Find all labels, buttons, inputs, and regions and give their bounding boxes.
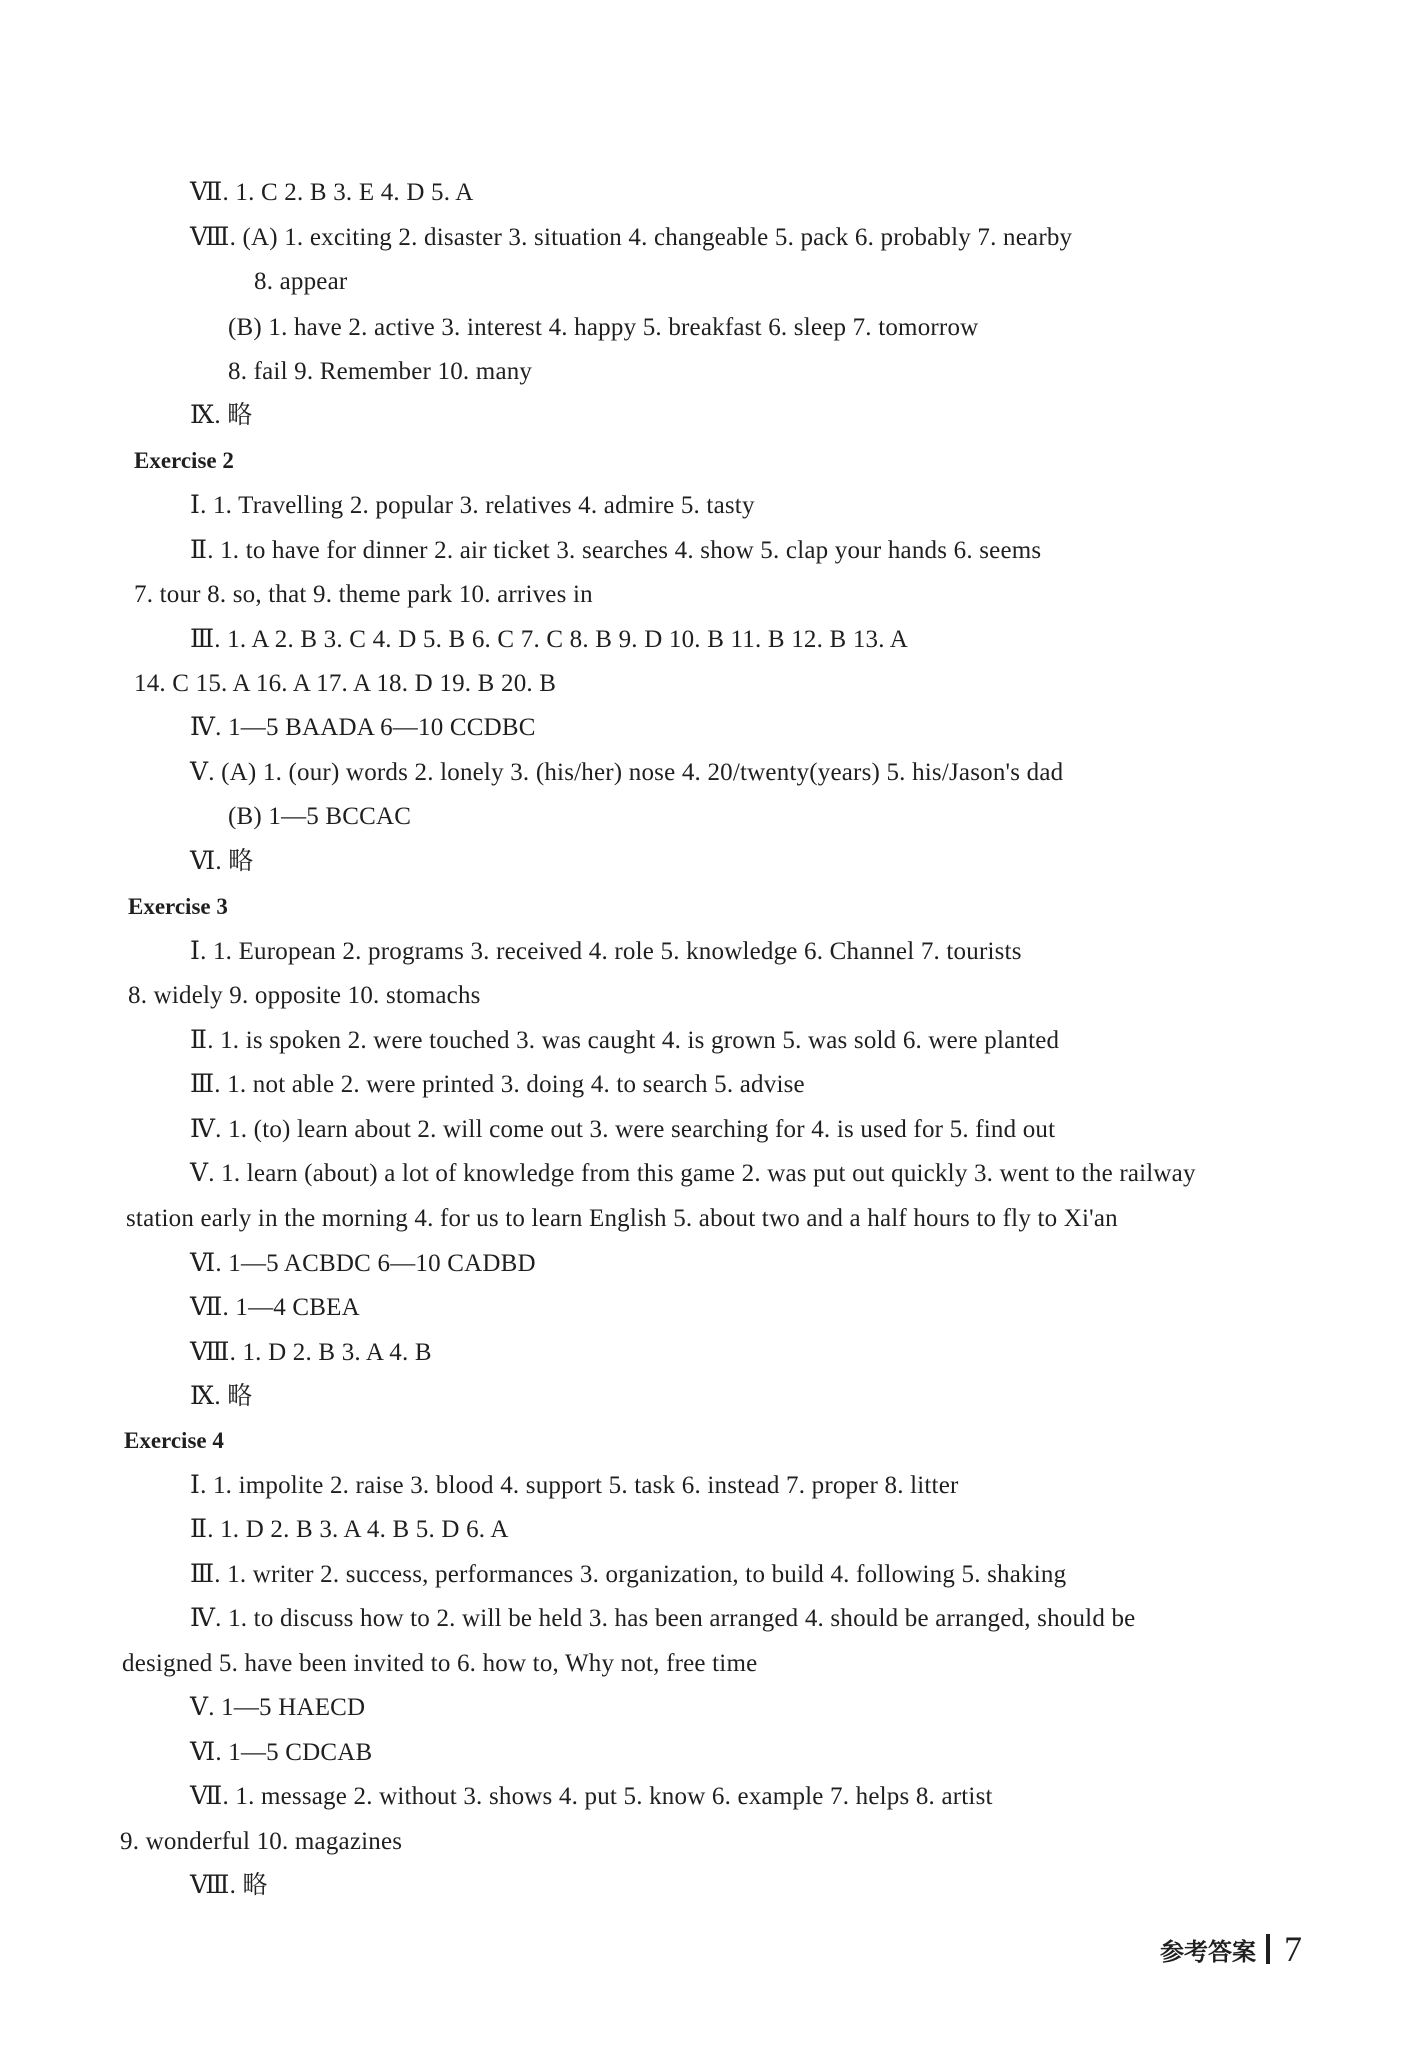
answer-line: designed 5. have been invited to 6. how to, Why not, free time [122, 1650, 758, 1677]
answer-line: Ⅴ. 1. learn (about) a lot of knowledge from this game 2. was put out quickly 3. went to the railway [190, 1160, 1196, 1187]
answer-line: (B) 1—5 BCCAC [228, 803, 412, 830]
answer-line: Ⅵ. 略 [190, 848, 254, 875]
answer-line: Ⅱ. 1. D 2. B 3. A 4. B 5. D 6. A [190, 1516, 509, 1543]
answer-line: Ⅱ. 1. to have for dinner 2. air ticket 3. searches 4. show 5. clap your hands 6. seems [190, 537, 1042, 564]
exercise-heading: Exercise 2 [134, 448, 234, 473]
answer-line: Ⅲ. 1. writer 2. success, performances 3. organization, to build 4. following 5. shaking [190, 1561, 1067, 1588]
answer-line: Ⅴ. (A) 1. (our) words 2. lonely 3. (his/her) nose 4. 20/twenty(years) 5. his/Jason's dad [190, 759, 1064, 786]
answer-line: 8. fail 9. Remember 10. many [228, 358, 533, 385]
answer-line: Ⅶ. 1. C 2. B 3. E 4. D 5. A [190, 179, 474, 206]
page-number: 7 [1284, 1929, 1302, 1969]
answer-line: (B) 1. have 2. active 3. interest 4. happy 5. breakfast 6. sleep 7. tomorrow [228, 314, 979, 341]
answer-line: 8. widely 9. opposite 10. stomachs [128, 982, 481, 1009]
answer-line: Ⅶ. 1—4 CBEA [190, 1294, 360, 1321]
answer-line: Ⅳ. 1. (to) learn about 2. will come out 3. were searching for 4. is used for 5. find out [190, 1116, 1056, 1143]
answer-line: Ⅰ. 1. impolite 2. raise 3. blood 4. support 5. task 6. instead 7. proper 8. litter [190, 1472, 959, 1499]
answer-line: Ⅸ. 略 [190, 402, 253, 429]
footer-divider [1266, 1934, 1270, 1964]
answer-line: 14. C 15. A 16. A 17. A 18. D 19. B 20. B [134, 670, 557, 697]
answer-line: Ⅱ. 1. is spoken 2. were touched 3. was caught 4. is grown 5. was sold 6. were planted [190, 1027, 1060, 1054]
exercise-heading: Exercise 4 [124, 1428, 224, 1453]
footer-label: 参考答案 [1160, 1937, 1256, 1966]
answer-line: 9. wonderful 10. magazines [120, 1828, 403, 1855]
answer-line: Ⅸ. 略 [190, 1383, 253, 1410]
answer-line: 8. appear [254, 268, 348, 295]
answer-line: 7. tour 8. so, that 9. theme park 10. arrives in [134, 581, 593, 608]
answer-line: Ⅳ. 1. to discuss how to 2. will be held 3. has been arranged 4. should be arranged, should be [190, 1605, 1136, 1632]
exercise-heading: Exercise 3 [128, 894, 228, 919]
answer-line: Ⅰ. 1. Travelling 2. popular 3. relatives 4. admire 5. tasty [190, 492, 755, 519]
answer-line: Ⅷ. 略 [190, 1872, 268, 1899]
answer-line: Ⅶ. 1. message 2. without 3. shows 4. put 5. know 6. example 7. helps 8. artist [190, 1783, 993, 1810]
answer-line: Ⅴ. 1—5 HAECD [190, 1694, 366, 1721]
answer-line: Ⅰ. 1. European 2. programs 3. received 4. role 5. knowledge 6. Channel 7. tourists [190, 938, 1022, 965]
answer-line: station early in the morning 4. for us to learn English 5. about two and a half hours to fly to Xi'an [126, 1205, 1118, 1232]
answer-line: Ⅳ. 1—5 BAADA 6—10 CCDBC [190, 714, 536, 741]
answer-line: Ⅵ. 1—5 ACBDC 6—10 CADBD [190, 1250, 536, 1277]
answer-line: Ⅲ. 1. not able 2. were printed 3. doing 4. to search 5. advise [190, 1071, 805, 1098]
answer-line: Ⅵ. 1—5 CDCAB [190, 1739, 373, 1766]
answer-line: Ⅷ. 1. D 2. B 3. A 4. B [190, 1339, 432, 1366]
answer-line: Ⅲ. 1. A 2. B 3. C 4. D 5. B 6. C 7. C 8. B 9. D 10. B 11. B 12. B 13. A [190, 626, 909, 653]
answer-line: Ⅷ. (A) 1. exciting 2. disaster 3. situation 4. changeable 5. pack 6. probably 7. nearby [190, 224, 1073, 251]
page-footer [1160, 1928, 1302, 1970]
